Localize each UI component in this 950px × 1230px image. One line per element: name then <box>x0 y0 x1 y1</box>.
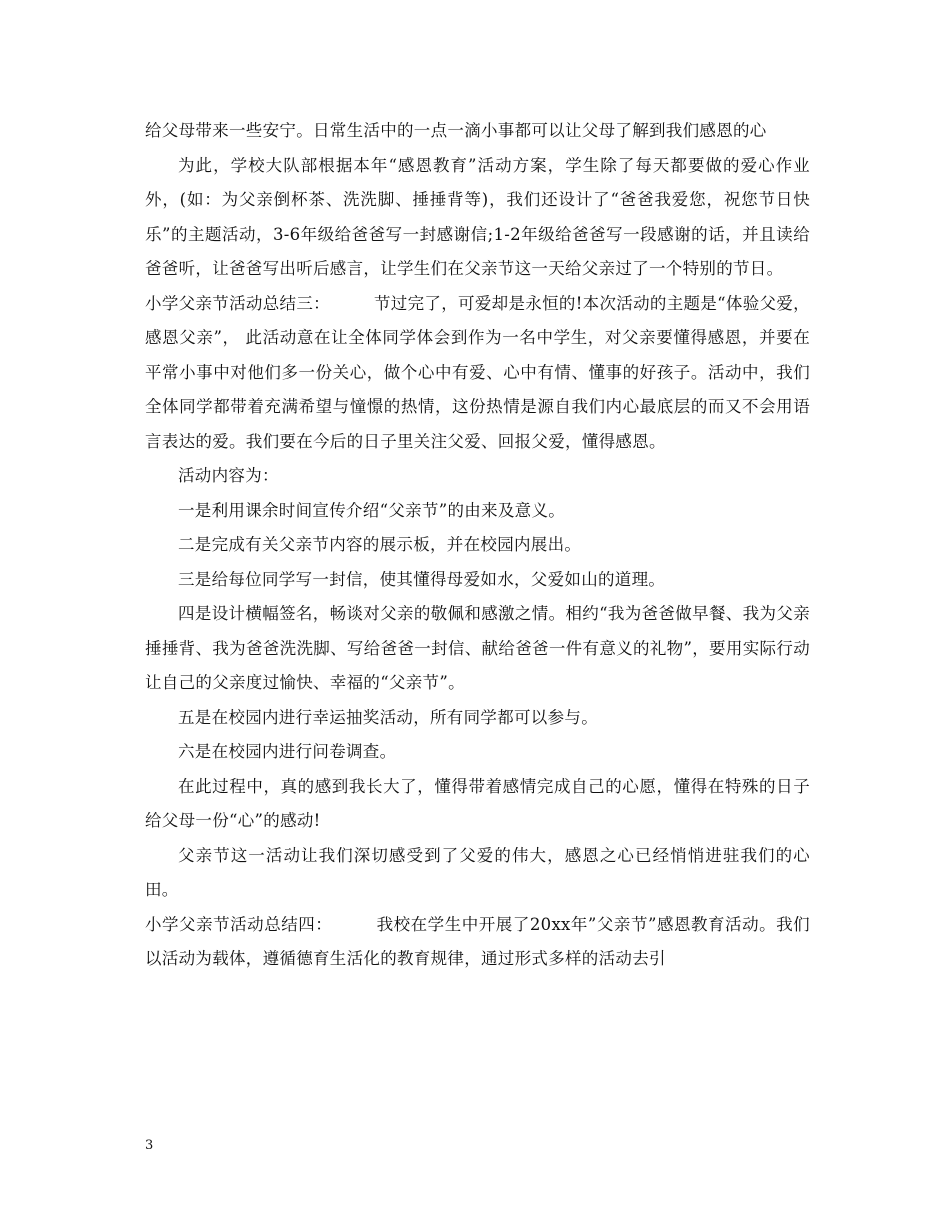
paragraph-summary-three <box>145 287 810 460</box>
list-item-activity-6: 六是在校园内进行问卷调查。 <box>178 742 397 761</box>
paragraph-conclusion: 父亲节这一活动让我们深切感受到了父爱的伟大，感恩之心已经悄悄进驻我们的心田。 <box>145 845 810 899</box>
list-item-activity-1: 一是利用课余时间宣传介绍“父亲节”的由来及意义。 <box>178 500 566 520</box>
section-body-summary-four: 我校在学生中开展了20xx年”父亲节”感恩教育活动。我们以活动为载体，遵循德育生活化的教育规律，通过形式多样的活动去引 <box>145 914 810 968</box>
section-body-summary-three: 节过完了，可爱却是永恒的!本次活动的主题是“体验父爱，感恩父亲”， 此活动意在让全体同学体会到作为一名中学生，对父亲要懂得感恩，并要在平常小事中对他们多一份关心，做个心中有爱、心中有情、懂事的好孩子。活动中，我们全体同学都带着充满希望与憧憬的热情，这份热情是源自我们内心最底层的而又不会用语言表达的爱。我们要在今后的日子里关注父爱、回报父爱，懂得感恩。 <box>145 293 810 451</box>
section-heading-summary-four: 小学父亲节活动总结四： <box>145 914 333 934</box>
page-number: 3 <box>145 1138 154 1153</box>
paragraph-1: 给父母带来一些安宁。日常生活中的一点一滴小事都可以让父母了解到我们感恩的心 <box>145 121 767 140</box>
list-item-activity-3: 三是给每位同学写一封信，使其懂得母爱如水，父爱如山的道理。 <box>178 569 666 589</box>
paragraph-activity-intro: 活动内容为： <box>178 466 279 485</box>
list-item-activity-2: 二是完成有关父亲节内容的展示板，并在校园内展出。 <box>178 535 582 554</box>
section-heading-summary-three: 小学父亲节活动总结三： <box>145 293 330 313</box>
document-body <box>145 114 810 977</box>
list-item-activity-4: 四是设计横幅签名，畅谈对父亲的敬佩和感激之情。相约“我为爸爸做早餐、我为父亲捶捶背、我为爸爸洗洗脚、写给爸爸一封信、献给爸爸一件有意义的礼物”，要用实际行动让自己的父亲度过愉快、幸福的“父亲节”。 <box>145 604 810 692</box>
paragraph-reflection: 在此过程中，真的感到我长大了，懂得带着感情完成自己的心愿，懂得在特殊的日子给父母一份“心”的感动! <box>145 776 810 830</box>
paragraph-summary-four <box>145 908 810 977</box>
paragraph-2: 为此，学校大队部根据本年“感恩教育”活动方案，学生除了每天都要做的爱心作业外，(如：为父亲倒杯茶、洗洗脚、捶捶背等)，我们还设计了“爸爸我爱您，祝您节日快乐”的主题活动，3-6年级给爸爸写一封感谢信;1-2年级给爸爸写一段感谢的话，并且读给爸爸听，让爸爸写出听后感言，让学生们在父亲节这一天给父亲过了一个特别的节日。 <box>145 155 810 278</box>
list-item-activity-5: 五是在校园内进行幸运抽奖活动，所有同学都可以参与。 <box>178 707 598 727</box>
